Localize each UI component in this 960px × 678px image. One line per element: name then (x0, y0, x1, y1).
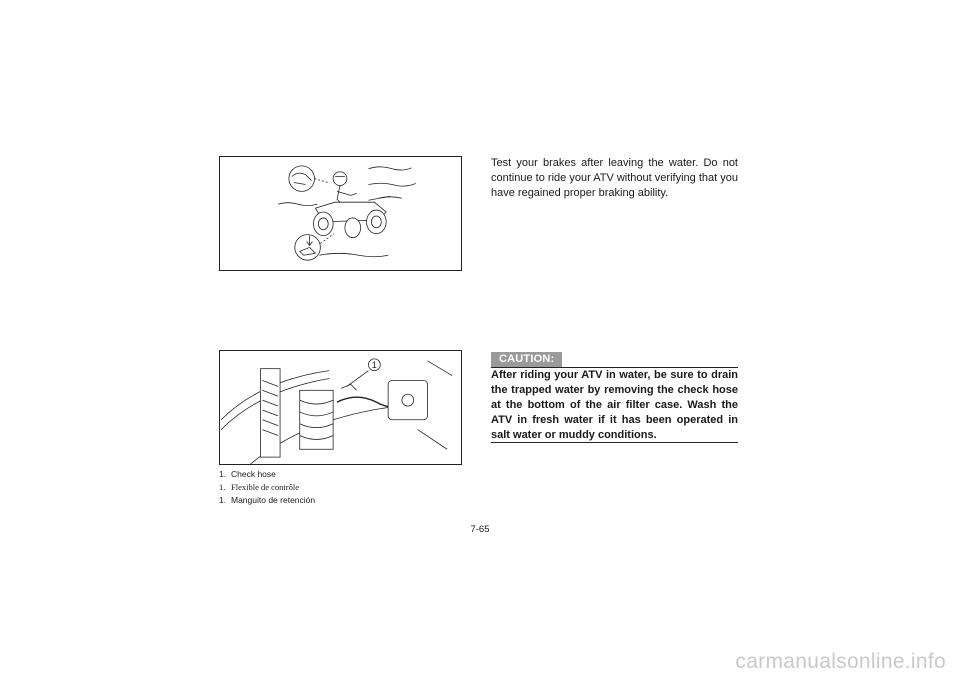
callout-number-1: 1 (371, 360, 377, 371)
caption-fr-text: Flexible de contrôle (231, 482, 299, 492)
caution-text: After riding your ATV in water, be sure to drain the trapped water by removing the check hose at the bottom of the air filter case. Wash the ATV in fresh water if it has been operated in salt water or muddy conditions. (491, 369, 738, 441)
watermark: carmanualsonline.info (735, 650, 946, 673)
caution-divider (491, 442, 738, 443)
caution-header (491, 352, 738, 368)
caption-en (219, 468, 462, 481)
atv-water-illustration (219, 156, 462, 271)
atv-rider-drawing (220, 157, 461, 270)
page-number: 7-65 (470, 524, 490, 535)
brake-test-paragraph: Test your brakes after leaving the water. Do not continue to ride your ATV without verifying that you have regained proper braking ability. (491, 157, 738, 199)
caption-es-text: Manguito de retención (231, 495, 316, 505)
caption-fr (219, 481, 462, 494)
caption-es (219, 494, 462, 507)
caption-number: 1. (219, 482, 226, 492)
caution-label: CAUTION: (491, 352, 562, 367)
caption-en-text: Check hose (231, 469, 276, 479)
caption-number: 1. (219, 495, 227, 505)
check-hose-drawing (220, 351, 461, 464)
figure-captions (219, 468, 462, 507)
check-hose-illustration (219, 350, 462, 465)
caption-number: 1. (219, 469, 227, 479)
